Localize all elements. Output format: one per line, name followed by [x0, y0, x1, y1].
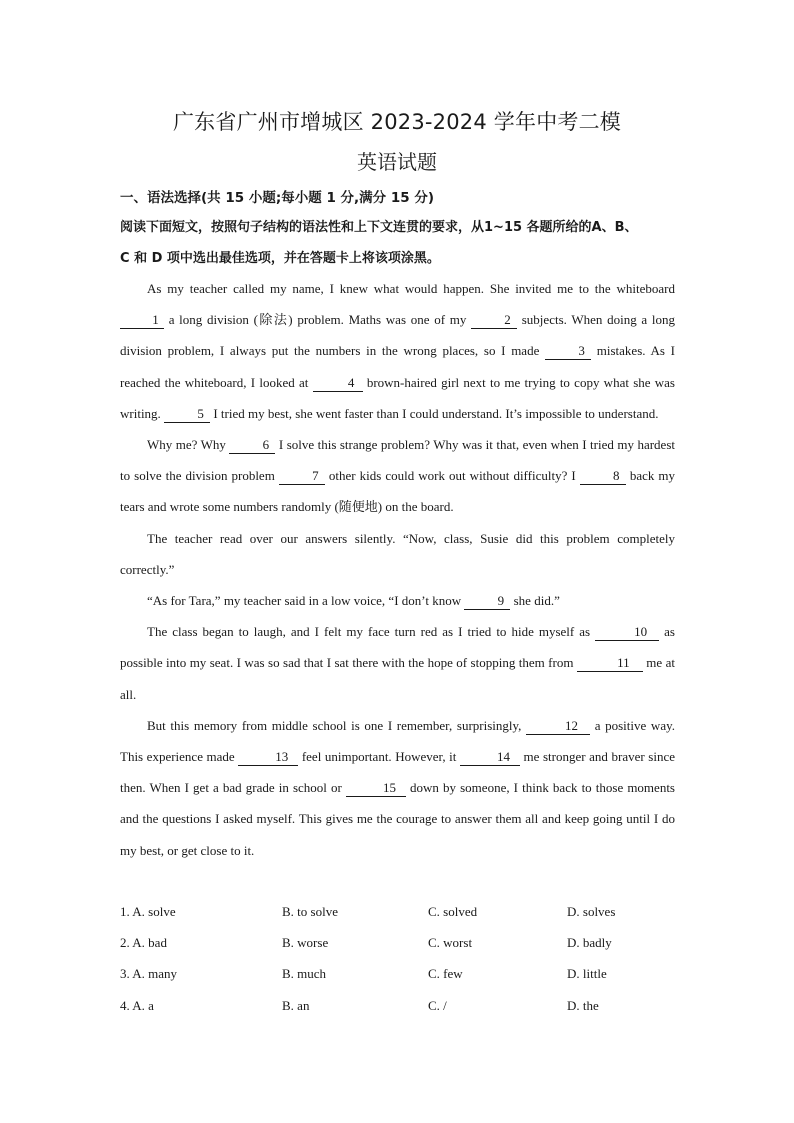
- blank-9: 9: [464, 593, 510, 610]
- option-4d: D. the: [567, 997, 599, 1013]
- passage-text: she did.”: [510, 593, 560, 609]
- option-3c: C. few: [428, 966, 463, 982]
- paragraph-1: [120, 273, 675, 429]
- blank-12: 12: [526, 718, 590, 735]
- option-4b: B. an: [282, 997, 310, 1013]
- section-instructions: [120, 212, 675, 274]
- passage-text: As my teacher called my name, I knew what would happen. She invited me to the whiteboard: [147, 281, 675, 296]
- passage-text: “As for Tara,” my teacher said in a low voice, “I don’t know: [147, 593, 465, 609]
- question-2-options: [120, 927, 680, 958]
- paragraph-5: [120, 616, 675, 710]
- question-3-options: [120, 958, 680, 989]
- blank-3: 3: [545, 343, 591, 360]
- question-4-options: [120, 990, 680, 1021]
- option-2c: C. worst: [428, 935, 473, 951]
- passage-text: a long division (除法) problem. Maths was one of my: [164, 312, 472, 328]
- option-1d: D. solves: [567, 904, 616, 919]
- answer-options: [120, 896, 680, 1021]
- reading-passage: [120, 273, 675, 866]
- blank-7: 7: [279, 468, 325, 485]
- passage-text: Why me? Why: [147, 437, 230, 453]
- option-4c: C. /: [428, 997, 447, 1013]
- passage-text: mistakes. As I reached the whiteboard, I looked at: [120, 343, 675, 390]
- instruction-line-2: C 和 D 项中选出最佳选项，并在答题卡上将该项涂黑。: [120, 251, 440, 266]
- option-2b: B. worse: [282, 935, 329, 951]
- passage-text: me stronger and braver since then. When I get a bad grade in school or: [120, 749, 675, 796]
- paragraph-3: The teacher read over our answers silently. “Now, class, Susie did this problem completely correctly.”: [120, 530, 675, 577]
- paragraph-4: [120, 585, 675, 616]
- exam-title: 广东省广州市增城区 2023-2024 学年中考二模: [172, 110, 621, 134]
- instruction-line-1: 阅读下面短文，按照句子结构的语法性和上下文连贯的要求，从1~15 各题所给的A、B、: [120, 220, 638, 235]
- option-2a: 2. A. bad: [120, 935, 167, 951]
- blank-13: 13: [238, 749, 298, 766]
- passage-text: as possible into my seat. I was so sad that I sat there with the hope of stopping them from: [120, 624, 675, 671]
- option-2d: D. badly: [567, 935, 612, 951]
- passage-text: other kids could work out without difficulty? I: [324, 468, 580, 484]
- passage-text: The class began to laugh, and I felt my face turn red as I tried to hide myself as: [147, 624, 596, 640]
- passage-text: brown-haired girl next to me trying to copy what she was writing.: [120, 374, 675, 421]
- passage-text: back my tears and wrote some numbers randomly (随便地) on the board.: [120, 468, 676, 515]
- passage-text: a positive way. This experience made: [120, 717, 675, 765]
- blank-5: 5: [164, 406, 210, 423]
- blank-4: 4: [313, 375, 363, 392]
- passage-text: But this memory from middle school is one I remember, surprisingly,: [147, 717, 527, 733]
- exam-subtitle: 英语试题: [357, 150, 437, 174]
- passage-text: feel unimportant. However, it: [298, 749, 460, 765]
- option-1c: C. solved: [428, 904, 478, 919]
- blank-15: 15: [346, 780, 406, 797]
- option-1b: B. to solve: [282, 904, 338, 919]
- passage-text: me at all.: [120, 655, 675, 702]
- passage-text: down by someone, I think back to those moments and the questions I asked myself. This gives me the courage to answer them all and keep going until I do my best, or get close to it.: [120, 780, 675, 858]
- option-3b: B. much: [282, 966, 327, 982]
- paragraph-2: [120, 429, 675, 523]
- blank-8: 8: [580, 468, 626, 485]
- option-1a: 1. A. solve: [120, 904, 176, 919]
- blank-11: 11: [577, 655, 643, 672]
- blank-6: 6: [229, 437, 275, 454]
- section-heading: 一、语法选择(共 15 小题;每小题 1 分,满分 15 分): [120, 190, 435, 206]
- blank-14: 14: [460, 749, 520, 766]
- passage-text: I tried my best, she went faster than I could understand. It’s impossible to understand.: [210, 405, 659, 421]
- passage-text: I solve this strange problem? Why was it that, even when I tried my hardest to solve the division problem: [120, 437, 675, 484]
- blank-2: 2: [471, 312, 517, 329]
- option-3a: 3. A. many: [120, 966, 178, 982]
- blank-10: 10: [595, 624, 659, 641]
- option-4a: 4. A. a: [120, 997, 154, 1013]
- question-1-options: [120, 896, 680, 927]
- option-3d: D. little: [567, 966, 607, 982]
- passage-text: subjects. When doing a long division problem, I always put the numbers in the wrong places, so I made: [120, 312, 675, 359]
- paragraph-6: [120, 710, 675, 866]
- blank-1: 1: [120, 312, 164, 329]
